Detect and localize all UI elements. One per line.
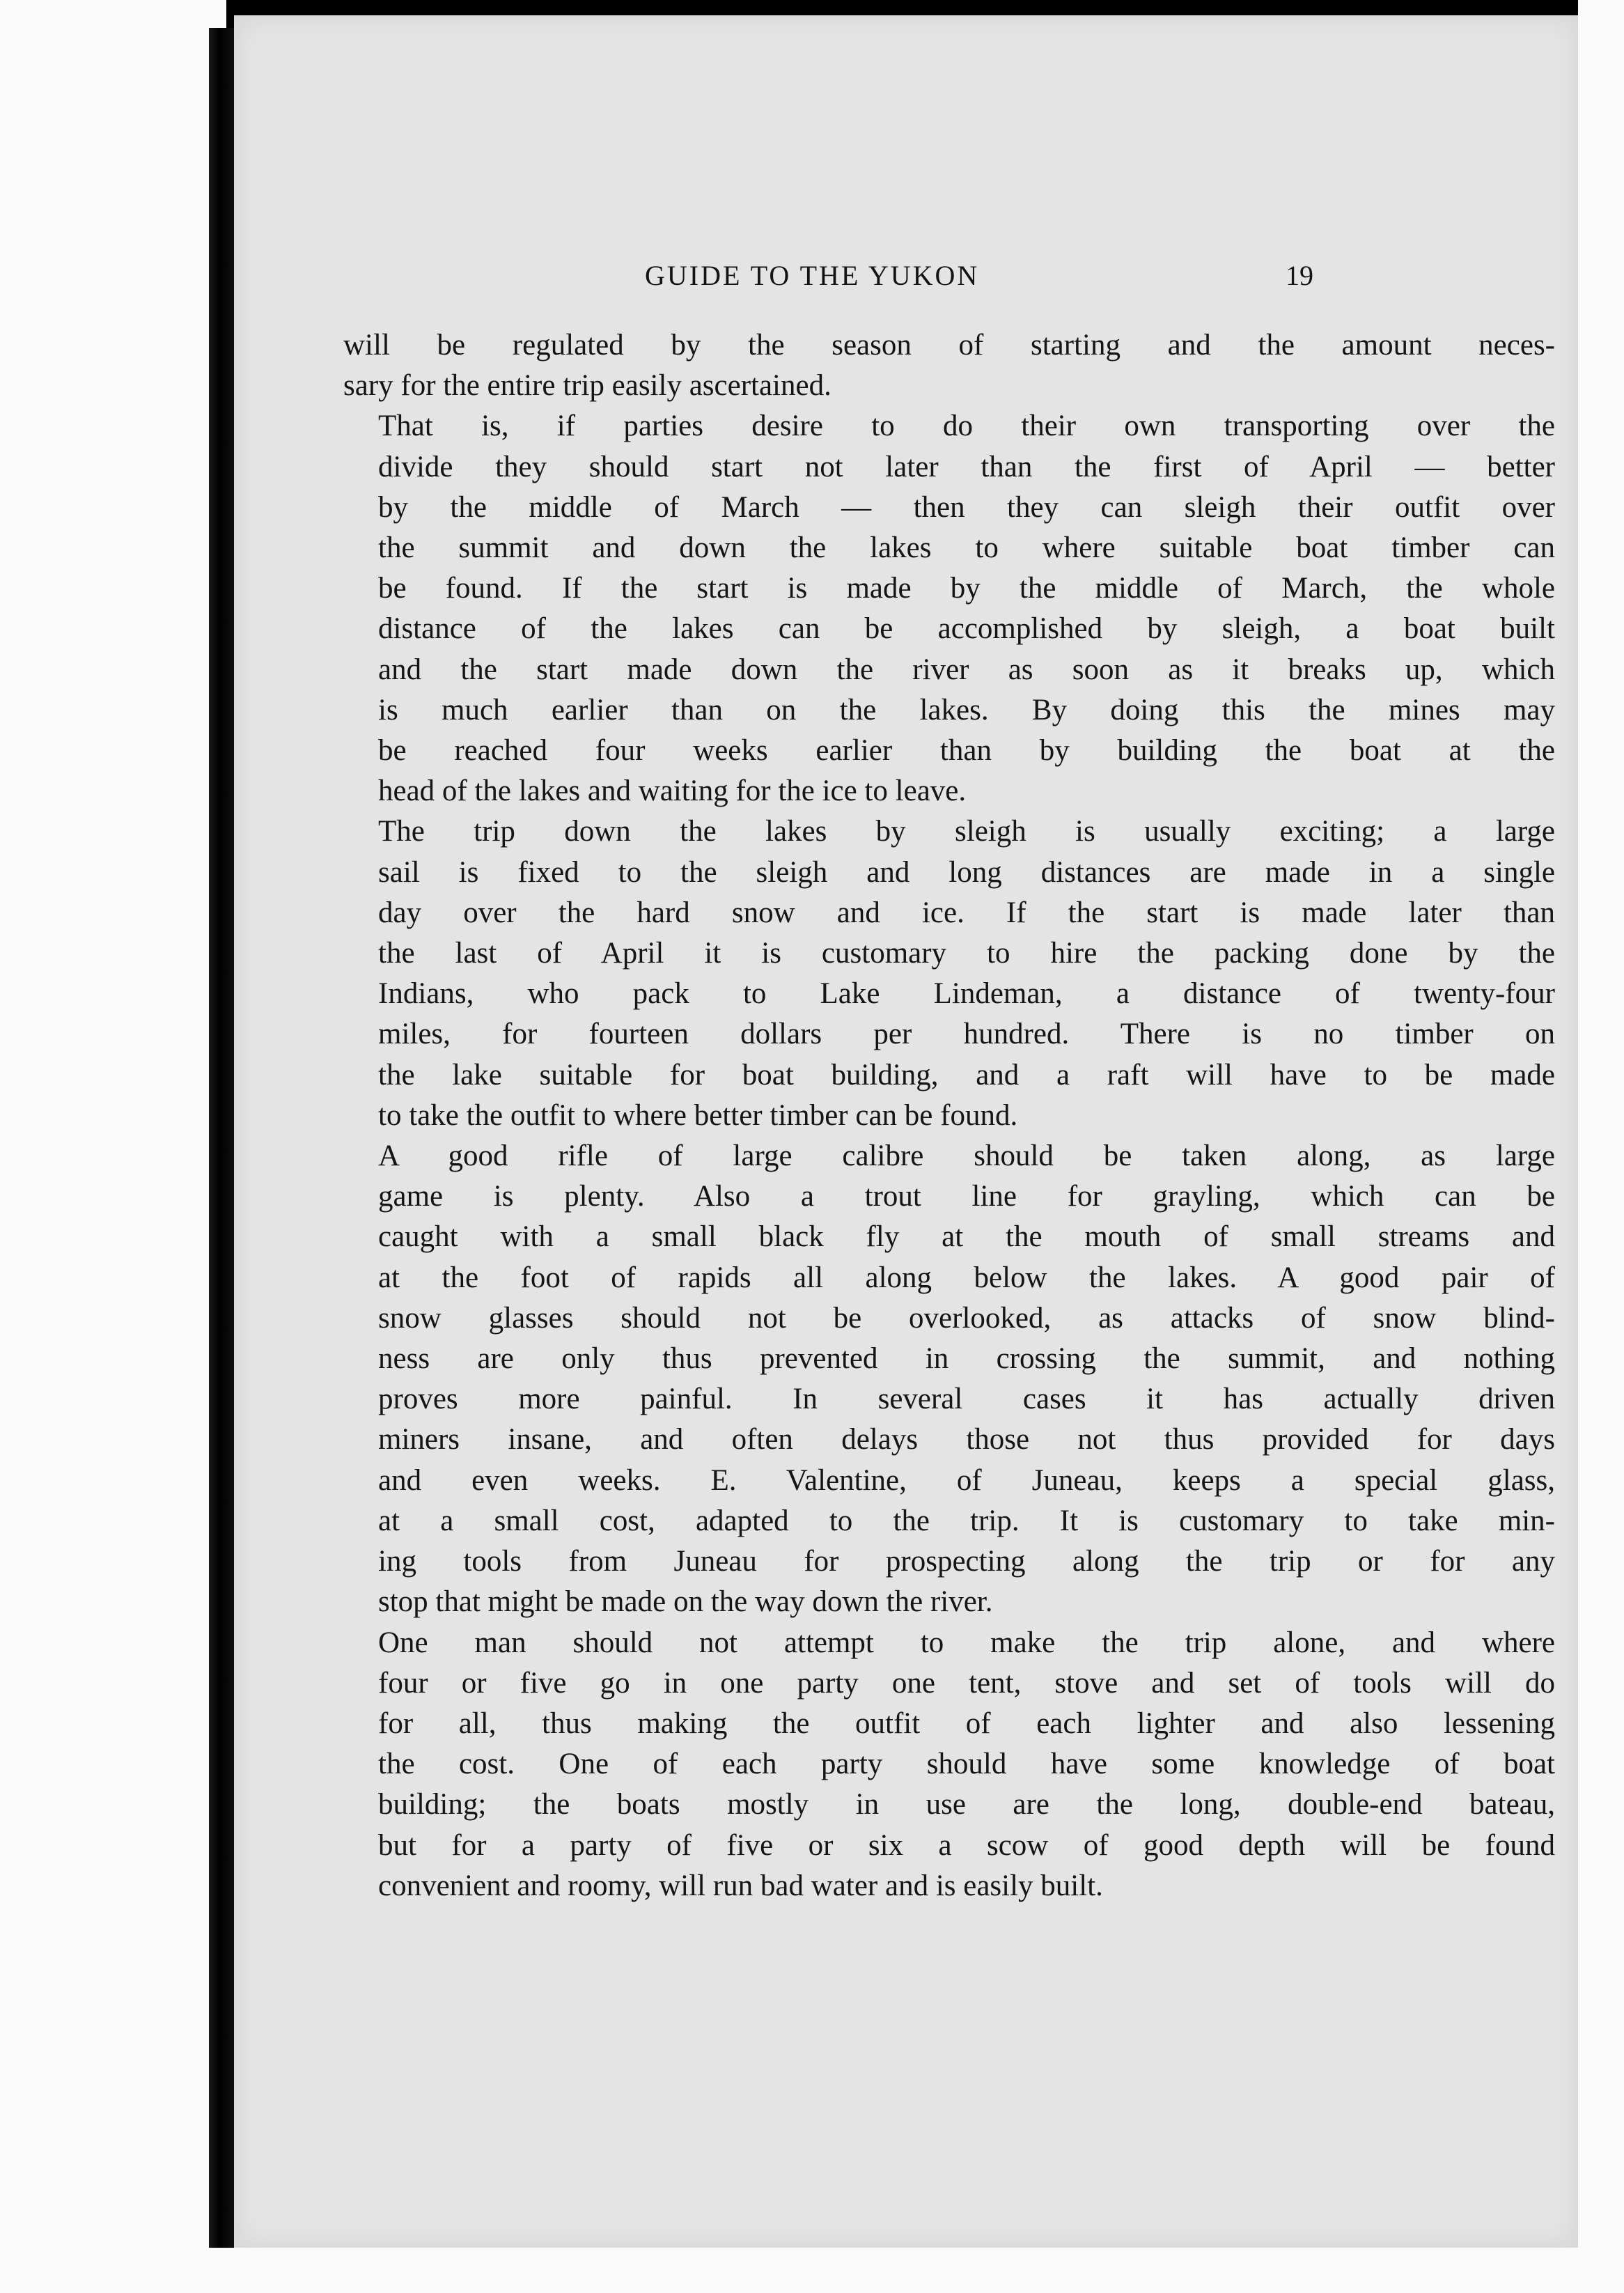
- book-page: [234, 15, 1578, 2248]
- paragraph: [343, 811, 1555, 1136]
- text-line: four or five go in one party one tent, stove and set of tools will do: [378, 1666, 1555, 1700]
- paragraph: [343, 406, 1555, 811]
- text-line: sail is fixed to the sleigh and long distances are made in a single: [378, 855, 1555, 889]
- right-scan-margin: [1578, 0, 1624, 2293]
- text-line: divide they should start not later than the first of April — better: [378, 450, 1555, 483]
- text-line: and the start made down the river as soon as it breaks up, which: [378, 653, 1555, 686]
- text-line: game is plenty. Also a trout line for grayling, which can be: [378, 1180, 1555, 1213]
- text-line: The trip down the lakes by sleigh is usually exciting; a large: [378, 815, 1555, 848]
- page-header: [234, 259, 1578, 301]
- text-line: will be regulated by the season of starting and the amount neces-: [343, 329, 1555, 362]
- text-line: distance of the lakes can be accomplished by sleigh, a boat built: [378, 612, 1555, 646]
- text-line: stop that might be made on the way down the river.: [378, 1585, 993, 1619]
- text-line: by the middle of March — then they can sleigh their outfit over: [378, 490, 1555, 524]
- text-line: is much earlier than on the lakes. By doing this the mines may: [378, 693, 1555, 726]
- book-gutter: [209, 28, 235, 2267]
- text-line: at the foot of rapids all along below the lakes. A good pair of: [378, 1261, 1555, 1294]
- paragraph: [343, 1623, 1555, 1906]
- text-line: at a small cost, adapted to the trip. It is customary to take min-: [378, 1504, 1555, 1537]
- text-line: be reached four weeks earlier than by building the boat at the: [378, 734, 1555, 768]
- text-line: building; the boats mostly in use are the long, double-end bateau,: [378, 1788, 1555, 1821]
- text-line: snow glasses should not be overlooked, as attacks of snow blind-: [378, 1301, 1555, 1335]
- text-line: head of the lakes and waiting for the ice to leave.: [378, 775, 967, 808]
- text-line: ness are only thus prevented in crossing the summit, and nothing: [378, 1342, 1555, 1376]
- text-line: the lake suitable for boat building, and a raft will have to be made: [378, 1058, 1555, 1091]
- text-line: to take the outfit to where better timber can be found.: [378, 1098, 1018, 1132]
- text-line: caught with a small black fly at the mouth of small streams and: [378, 1220, 1555, 1254]
- text-line: proves more painful. In several cases it has actually driven: [378, 1383, 1555, 1416]
- left-page-margin: [0, 0, 226, 2293]
- text-line: sary for the entire trip easily ascertained.: [343, 369, 831, 403]
- body-text: [343, 325, 1555, 1906]
- text-line: miles, for fourteen dollars per hundred. There is no timber on: [378, 1018, 1555, 1051]
- text-line: One man should not attempt to make the trip alone, and where: [378, 1626, 1555, 1659]
- text-line: and even weeks. E. Valentine, of Juneau, keeps a special glass,: [378, 1463, 1555, 1497]
- text-line: That is, if parties desire to do their own transporting over the: [378, 410, 1555, 443]
- text-line: but for a party of five or six a scow of good depth will be found: [378, 1828, 1555, 1862]
- page-number: 19: [1286, 260, 1313, 291]
- paragraph: [343, 1136, 1555, 1622]
- running-title: GUIDE TO THE YUKON: [645, 260, 980, 291]
- text-line: for all, thus making the outfit of each lighter and also lessening: [378, 1707, 1555, 1740]
- text-line: the last of April it is customary to hire the packing done by the: [378, 937, 1555, 970]
- text-line: the summit and down the lakes to where suitable boat timber can: [378, 531, 1555, 565]
- text-line: convenient and roomy, will run bad water and is easily built.: [378, 1869, 1103, 1902]
- text-line: miners insane, and often delays those not thus provided for days: [378, 1423, 1555, 1456]
- text-line: day over the hard snow and ice. If the start is made later than: [378, 896, 1555, 929]
- text-line: Indians, who pack to Lake Lindeman, a distance of twenty-four: [378, 977, 1555, 1011]
- text-line: ing tools from Juneau for prospecting along the trip or for any: [378, 1545, 1555, 1578]
- paragraph: [343, 325, 1555, 406]
- text-line: A good rifle of large calibre should be taken along, as large: [378, 1140, 1555, 1173]
- text-line: the cost. One of each party should have some knowledge of boat: [378, 1748, 1555, 1781]
- bottom-scan-margin: [0, 2248, 1624, 2293]
- text-line: be found. If the start is made by the middle of March, the whole: [378, 572, 1555, 605]
